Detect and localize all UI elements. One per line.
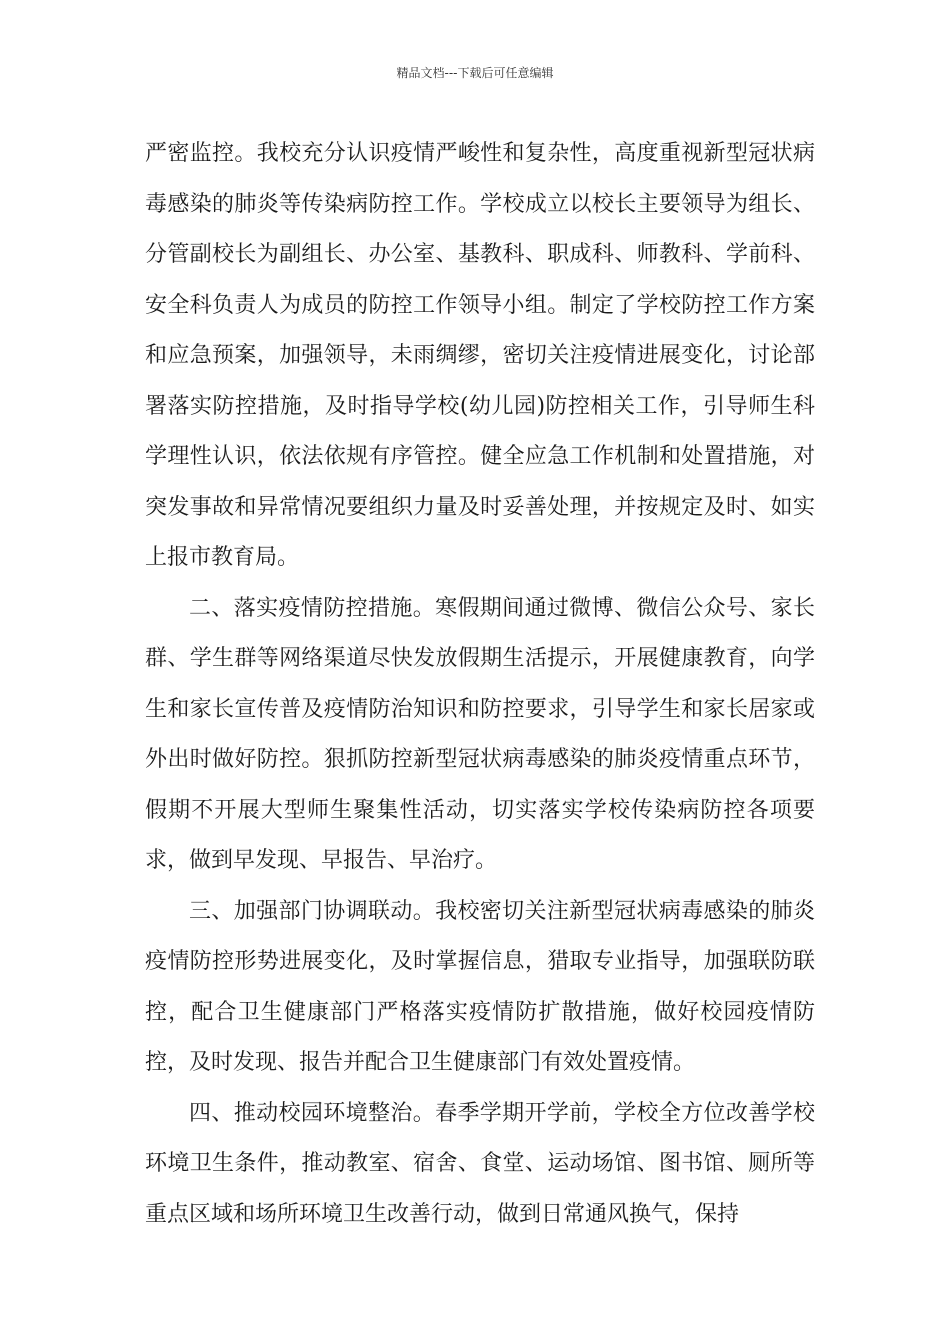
page-header: 精品文档---下载后可任意编辑 bbox=[396, 66, 554, 80]
paragraph-continuation: 严密监控。我校充分认识疫情严峻性和复杂性，高度重视新型冠状病毒感染的肺炎等传染病防控工作。学校成立以校长主要领导为组长、分管副校长为副组长、办公室、基教科、职成科、师教科、学前科、安全科负责人为成员的防控工作领导小组。制定了学校防控工作方案和应急预案，加强领导，未雨绸缪，密切关注疫情进展变化，讨论部署落实防控措施，及时指导学校(幼儿园)防控相关工作，引导师生科学理性认识，依法依规有序管控。健全应急工作机制和处置措施，对突发事故和异常情况要组织力量及时妥善处理，并按规定及时、如实上报市教育局。 bbox=[145, 141, 815, 570]
document-body bbox=[145, 129, 815, 1240]
paragraph-section-4: 四、推动校园环境整治。春季学期开学前，学校全方位改善学校环境卫生条件，推动教室、宿舍、食堂、运动场馆、图书馆、厕所等重点区域和场所环境卫生改善行动，做到日常通风换气，保持 bbox=[145, 1100, 815, 1227]
paragraph-section-2: 二、落实疫情防控措施。寒假期间通过微博、微信公众号、家长群、学生群等网络渠道尽快发放假期生活提示，开展健康教育，向学生和家长宣传普及疫情防治知识和防控要求，引导学生和家长居家或外出时做好防控。狠抓防控新型冠状病毒感染的肺炎疫情重点环节，假期不开展大型师生聚集性活动，切实落实学校传染病防控各项要求，做到早发现、早报告、早治疗。 bbox=[145, 595, 815, 873]
paragraph-section-3: 三、加强部门协调联动。我校密切关注新型冠状病毒感染的肺炎疫情防控形势进展变化，及时掌握信息，猎取专业指导，加强联防联控，配合卫生健康部门严格落实疫情防扩散措施，做好校园疫情防控，及时发现、报告并配合卫生健康部门有效处置疫情。 bbox=[145, 898, 815, 1075]
